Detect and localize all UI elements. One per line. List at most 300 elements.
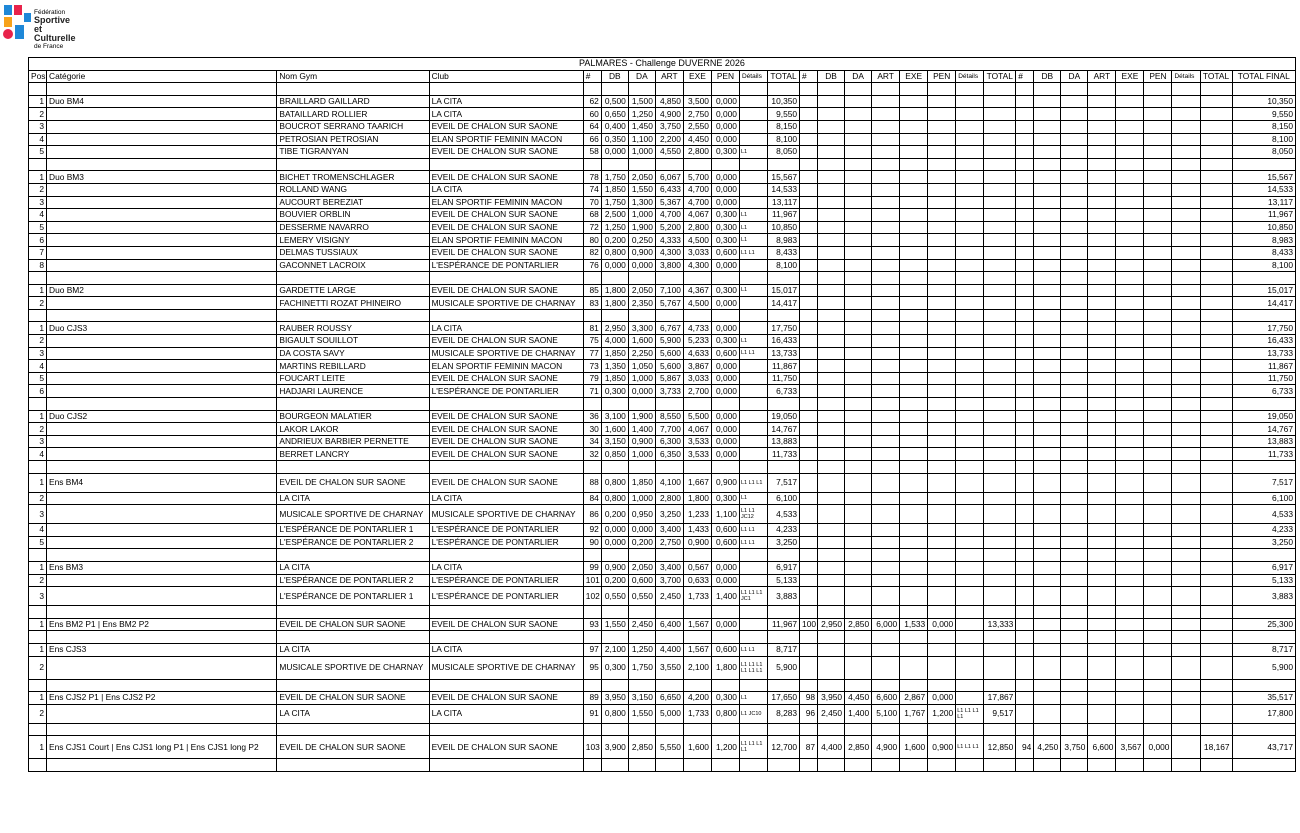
empty-cell xyxy=(739,549,767,562)
table-cell: L1 L1 xyxy=(739,536,767,549)
table-cell xyxy=(818,423,845,436)
table-cell xyxy=(47,423,277,436)
table-cell xyxy=(1061,536,1088,549)
empty-cell xyxy=(872,549,900,562)
table-cell: 6,400 xyxy=(655,618,683,631)
table-cell xyxy=(1088,284,1116,297)
table-cell: 11,867 xyxy=(1232,360,1295,373)
table-cell: 2,050 xyxy=(628,284,655,297)
table-cell: DA COSTA SAVY xyxy=(277,347,429,360)
empty-cell xyxy=(1061,272,1088,285)
table-cell: 1,767 xyxy=(900,704,928,723)
empty-cell xyxy=(800,461,818,474)
table-cell xyxy=(900,284,928,297)
logo-line: Sportive xyxy=(34,15,71,25)
table-cell: MUSICALE SPORTIVE DE CHARNAY xyxy=(429,297,583,310)
table-cell xyxy=(984,448,1016,461)
table-cell: 5,700 xyxy=(683,171,711,184)
table-cell xyxy=(1172,108,1200,121)
table-cell xyxy=(739,574,767,587)
empty-cell xyxy=(1172,309,1200,322)
table-cell: 3 xyxy=(29,587,47,606)
table-cell xyxy=(1200,643,1232,656)
table-cell: 0,000 xyxy=(711,435,739,448)
empty-cell xyxy=(956,461,984,474)
table-cell xyxy=(900,146,928,159)
table-cell xyxy=(1116,536,1144,549)
table-cell: MUSICALE SPORTIVE DE CHARNAY xyxy=(277,505,429,524)
table-cell: 3,950 xyxy=(818,692,845,705)
table-cell xyxy=(1088,95,1116,108)
empty-cell xyxy=(1200,631,1232,644)
table-cell: 1,100 xyxy=(711,505,739,524)
empty-cell xyxy=(277,631,429,644)
table-cell: 1 xyxy=(29,561,47,574)
empty-cell xyxy=(1061,461,1088,474)
empty-cell xyxy=(655,158,683,171)
table-cell xyxy=(984,536,1016,549)
table-cell xyxy=(1116,297,1144,310)
empty-cell xyxy=(1016,606,1034,619)
table-cell xyxy=(1061,448,1088,461)
table-cell xyxy=(818,505,845,524)
table-cell xyxy=(1200,704,1232,723)
empty-cell xyxy=(818,723,845,736)
empty-cell xyxy=(628,631,655,644)
table-cell xyxy=(984,171,1016,184)
table-cell: L1 L1 L1 JC1 xyxy=(739,587,767,606)
table-cell xyxy=(1200,108,1232,121)
empty-cell xyxy=(429,461,583,474)
table-cell xyxy=(1034,473,1061,492)
table-cell xyxy=(984,95,1016,108)
table-cell xyxy=(1116,656,1144,679)
table-cell xyxy=(1061,692,1088,705)
table-cell xyxy=(845,536,872,549)
table-cell: L1 L1 L1 xyxy=(956,736,984,759)
table-cell xyxy=(872,473,900,492)
table-cell xyxy=(818,435,845,448)
empty-cell xyxy=(29,461,47,474)
table-row xyxy=(29,108,1296,121)
table-cell: 7 xyxy=(29,246,47,259)
table-cell: 91 xyxy=(583,704,601,723)
table-cell xyxy=(1088,259,1116,272)
table-cell xyxy=(1061,259,1088,272)
table-cell: 9,517 xyxy=(984,704,1016,723)
table-cell: 3,883 xyxy=(1232,587,1295,606)
empty-cell xyxy=(818,759,845,772)
column-header: ART xyxy=(872,70,900,83)
table-cell: 5,867 xyxy=(655,372,683,385)
table-cell xyxy=(956,183,984,196)
table-cell: EVEIL DE CHALON SUR SAONE xyxy=(429,692,583,705)
table-cell xyxy=(1172,704,1200,723)
table-cell: 2,100 xyxy=(601,643,628,656)
table-cell: 0,850 xyxy=(601,448,628,461)
table-cell xyxy=(1200,146,1232,159)
table-cell xyxy=(928,171,956,184)
table-cell xyxy=(1200,183,1232,196)
table-cell xyxy=(1144,561,1172,574)
empty-cell xyxy=(655,83,683,96)
table-cell: 103 xyxy=(583,736,601,759)
table-cell: 1 xyxy=(29,322,47,335)
empty-cell xyxy=(601,158,628,171)
empty-cell xyxy=(1016,158,1034,171)
table-cell xyxy=(1172,385,1200,398)
empty-cell xyxy=(845,679,872,692)
table-cell: 1,250 xyxy=(628,643,655,656)
table-cell xyxy=(1172,448,1200,461)
table-cell xyxy=(1116,259,1144,272)
empty-cell xyxy=(429,272,583,285)
table-cell: 0,000 xyxy=(711,410,739,423)
spacer-row xyxy=(29,398,1296,411)
table-cell: 5,100 xyxy=(872,704,900,723)
table-cell xyxy=(1016,656,1034,679)
table-cell xyxy=(1144,246,1172,259)
table-cell: 34 xyxy=(583,435,601,448)
empty-cell xyxy=(429,631,583,644)
table-cell: BICHET TROMENSCHLAGER xyxy=(277,171,429,184)
empty-cell xyxy=(1144,606,1172,619)
table-cell: ELAN SPORTIF FEMININ MACON xyxy=(429,133,583,146)
table-cell xyxy=(845,133,872,146)
table-cell xyxy=(1144,146,1172,159)
table-cell xyxy=(1116,322,1144,335)
table-cell xyxy=(1088,704,1116,723)
column-header: # xyxy=(1016,70,1034,83)
table-cell xyxy=(1016,335,1034,348)
table-cell xyxy=(1116,587,1144,606)
table-cell: 5,233 xyxy=(683,335,711,348)
column-header: Catégorie xyxy=(47,70,277,83)
table-cell: 4 xyxy=(29,209,47,222)
table-cell xyxy=(1088,209,1116,222)
table-cell xyxy=(984,284,1016,297)
empty-cell xyxy=(277,759,429,772)
table-row xyxy=(29,360,1296,373)
table-cell xyxy=(739,171,767,184)
table-cell: 0,900 xyxy=(928,736,956,759)
table-cell xyxy=(845,423,872,436)
table-cell xyxy=(956,196,984,209)
table-cell xyxy=(1200,587,1232,606)
table-cell xyxy=(928,259,956,272)
table-cell: 0,000 xyxy=(711,95,739,108)
spacer-row xyxy=(29,549,1296,562)
table-cell xyxy=(1144,322,1172,335)
table-cell xyxy=(1034,536,1061,549)
table-cell: 2,850 xyxy=(845,736,872,759)
table-cell: 1 xyxy=(29,736,47,759)
table-cell xyxy=(1016,183,1034,196)
empty-cell xyxy=(739,309,767,322)
table-cell xyxy=(1144,435,1172,448)
table-cell xyxy=(47,335,277,348)
table-cell: 2,950 xyxy=(818,618,845,631)
table-cell xyxy=(900,561,928,574)
table-cell xyxy=(872,435,900,448)
table-cell xyxy=(928,234,956,247)
table-cell xyxy=(1061,171,1088,184)
table-cell xyxy=(47,385,277,398)
empty-cell xyxy=(655,398,683,411)
empty-cell xyxy=(683,309,711,322)
empty-cell xyxy=(711,158,739,171)
table-cell: RAUBER ROUSSY xyxy=(277,322,429,335)
column-header: DB xyxy=(818,70,845,83)
table-cell: 5 xyxy=(29,536,47,549)
table-cell xyxy=(818,561,845,574)
empty-cell xyxy=(628,83,655,96)
table-cell xyxy=(818,448,845,461)
empty-cell xyxy=(1232,606,1295,619)
table-cell: 79 xyxy=(583,372,601,385)
table-cell: 1,500 xyxy=(628,95,655,108)
table-cell: 77 xyxy=(583,347,601,360)
empty-cell xyxy=(1116,631,1144,644)
empty-cell xyxy=(601,272,628,285)
table-cell xyxy=(739,297,767,310)
empty-cell xyxy=(1034,461,1061,474)
table-cell xyxy=(1061,108,1088,121)
empty-cell xyxy=(1116,83,1144,96)
table-cell xyxy=(845,410,872,423)
table-cell xyxy=(1172,221,1200,234)
table-cell: 13,117 xyxy=(768,196,800,209)
table-row xyxy=(29,473,1296,492)
table-cell: 4,000 xyxy=(601,335,628,348)
table-cell: 5,500 xyxy=(683,410,711,423)
table-cell: 0,000 xyxy=(928,692,956,705)
table-cell xyxy=(1200,259,1232,272)
table-cell xyxy=(1034,587,1061,606)
table-cell: 0,300 xyxy=(711,284,739,297)
column-header: PEN xyxy=(1144,70,1172,83)
table-cell xyxy=(1061,360,1088,373)
table-cell: 3,250 xyxy=(655,505,683,524)
empty-cell xyxy=(1061,309,1088,322)
empty-cell xyxy=(739,723,767,736)
table-cell: 71 xyxy=(583,385,601,398)
empty-cell xyxy=(1034,723,1061,736)
table-cell: 76 xyxy=(583,259,601,272)
table-cell xyxy=(1172,536,1200,549)
table-cell xyxy=(800,574,818,587)
table-cell: 11,967 xyxy=(1232,209,1295,222)
table-cell: Duo BM3 xyxy=(47,171,277,184)
table-cell xyxy=(872,146,900,159)
table-cell xyxy=(1200,410,1232,423)
table-cell: 1,733 xyxy=(683,587,711,606)
table-cell xyxy=(1172,95,1200,108)
table-cell: 1,750 xyxy=(628,656,655,679)
table-cell xyxy=(818,171,845,184)
table-cell: 5 xyxy=(29,146,47,159)
empty-cell xyxy=(1200,158,1232,171)
table-cell xyxy=(928,196,956,209)
table-cell xyxy=(984,322,1016,335)
empty-cell xyxy=(583,309,601,322)
table-cell: 30 xyxy=(583,423,601,436)
table-cell xyxy=(1034,435,1061,448)
table-cell xyxy=(800,435,818,448)
table-cell xyxy=(1016,120,1034,133)
table-cell: 4,700 xyxy=(683,183,711,196)
table-cell xyxy=(1034,146,1061,159)
table-cell: 8,100 xyxy=(768,259,800,272)
table-cell: 0,000 xyxy=(711,423,739,436)
table-cell xyxy=(1061,284,1088,297)
table-cell xyxy=(956,120,984,133)
empty-cell xyxy=(711,83,739,96)
spacer-row xyxy=(29,158,1296,171)
empty-cell xyxy=(29,83,47,96)
table-cell: ROLLAND WANG xyxy=(277,183,429,196)
table-cell: L1 L1 xyxy=(739,246,767,259)
table-cell xyxy=(47,536,277,549)
table-cell xyxy=(1144,108,1172,121)
empty-cell xyxy=(1116,759,1144,772)
table-cell xyxy=(1061,385,1088,398)
column-header: Détails xyxy=(1172,70,1200,83)
table-cell xyxy=(1200,284,1232,297)
table-cell xyxy=(956,423,984,436)
table-cell xyxy=(984,561,1016,574)
table-cell: 13,117 xyxy=(1232,196,1295,209)
table-cell xyxy=(900,536,928,549)
empty-cell xyxy=(845,272,872,285)
table-cell xyxy=(1088,146,1116,159)
table-cell xyxy=(800,360,818,373)
table-cell xyxy=(47,372,277,385)
table-cell: 0,800 xyxy=(711,704,739,723)
table-row xyxy=(29,297,1296,310)
table-cell xyxy=(1172,322,1200,335)
table-cell xyxy=(1172,120,1200,133)
table-cell xyxy=(845,435,872,448)
table-cell xyxy=(1016,372,1034,385)
table-cell: 0,000 xyxy=(1144,736,1172,759)
table-cell: 3,750 xyxy=(655,120,683,133)
table-cell: 0,000 xyxy=(628,524,655,537)
table-cell: 1,200 xyxy=(928,704,956,723)
table-cell: 5,550 xyxy=(655,736,683,759)
table-cell: 94 xyxy=(1016,736,1034,759)
table-cell: 0,350 xyxy=(601,133,628,146)
table-cell: 4,333 xyxy=(655,234,683,247)
table-cell xyxy=(1200,246,1232,259)
empty-cell xyxy=(1172,549,1200,562)
empty-cell xyxy=(1034,631,1061,644)
table-cell: EVEIL DE CHALON SUR SAONE xyxy=(277,736,429,759)
empty-cell xyxy=(29,759,47,772)
table-cell: 3,250 xyxy=(768,536,800,549)
table-cell: 4,500 xyxy=(683,297,711,310)
table-cell xyxy=(1116,372,1144,385)
table-cell xyxy=(956,246,984,259)
empty-cell xyxy=(1232,723,1295,736)
empty-cell xyxy=(601,398,628,411)
table-cell: 0,600 xyxy=(711,643,739,656)
table-row xyxy=(29,385,1296,398)
table-cell xyxy=(1116,385,1144,398)
empty-cell xyxy=(1034,679,1061,692)
table-cell: Ens CJS2 P1 | Ens CJS2 P2 xyxy=(47,692,277,705)
table-cell: 3 xyxy=(29,120,47,133)
table-cell xyxy=(1061,246,1088,259)
table-cell xyxy=(872,410,900,423)
table-cell: 4,900 xyxy=(872,736,900,759)
table-cell xyxy=(1144,196,1172,209)
table-cell xyxy=(845,183,872,196)
empty-cell xyxy=(984,398,1016,411)
table-cell xyxy=(800,423,818,436)
table-cell xyxy=(1016,704,1034,723)
table-cell: 2 xyxy=(29,492,47,505)
table-cell xyxy=(1144,618,1172,631)
empty-cell xyxy=(845,631,872,644)
table-cell xyxy=(984,492,1016,505)
table-cell xyxy=(845,505,872,524)
table-cell xyxy=(872,108,900,121)
table-cell: 5,900 xyxy=(1232,656,1295,679)
table-cell: 14,767 xyxy=(768,423,800,436)
table-cell xyxy=(1172,736,1200,759)
table-row xyxy=(29,524,1296,537)
table-cell xyxy=(1061,95,1088,108)
table-cell xyxy=(1144,133,1172,146)
empty-cell xyxy=(818,679,845,692)
empty-cell xyxy=(683,398,711,411)
table-cell: 6 xyxy=(29,385,47,398)
table-cell: 13,883 xyxy=(1232,435,1295,448)
table-cell: 1,000 xyxy=(628,146,655,159)
empty-cell xyxy=(768,398,800,411)
table-cell: 18,167 xyxy=(1200,736,1232,759)
table-cell: 16,433 xyxy=(768,335,800,348)
table-cell: MUSICALE SPORTIVE DE CHARNAY xyxy=(429,347,583,360)
table-cell xyxy=(1061,473,1088,492)
table-cell: 14,533 xyxy=(1232,183,1295,196)
table-cell: 13,733 xyxy=(1232,347,1295,360)
table-cell: 2 xyxy=(29,423,47,436)
table-cell: 4 xyxy=(29,133,47,146)
table-cell xyxy=(1172,574,1200,587)
table-cell xyxy=(984,656,1016,679)
empty-cell xyxy=(47,759,277,772)
table-cell xyxy=(800,246,818,259)
table-cell: 0,000 xyxy=(628,385,655,398)
spacer-row xyxy=(29,309,1296,322)
empty-cell xyxy=(29,631,47,644)
table-cell: 0,000 xyxy=(601,146,628,159)
table-cell: 1,733 xyxy=(683,704,711,723)
table-cell: 1,050 xyxy=(628,360,655,373)
empty-cell xyxy=(429,549,583,562)
empty-cell xyxy=(768,272,800,285)
table-cell xyxy=(1200,372,1232,385)
table-cell xyxy=(47,524,277,537)
table-cell xyxy=(928,246,956,259)
table-cell: 8,150 xyxy=(768,120,800,133)
table-cell: Ens BM2 P1 | Ens BM2 P2 xyxy=(47,618,277,631)
table-cell xyxy=(900,259,928,272)
table-cell: 81 xyxy=(583,322,601,335)
table-cell: 1,400 xyxy=(711,587,739,606)
